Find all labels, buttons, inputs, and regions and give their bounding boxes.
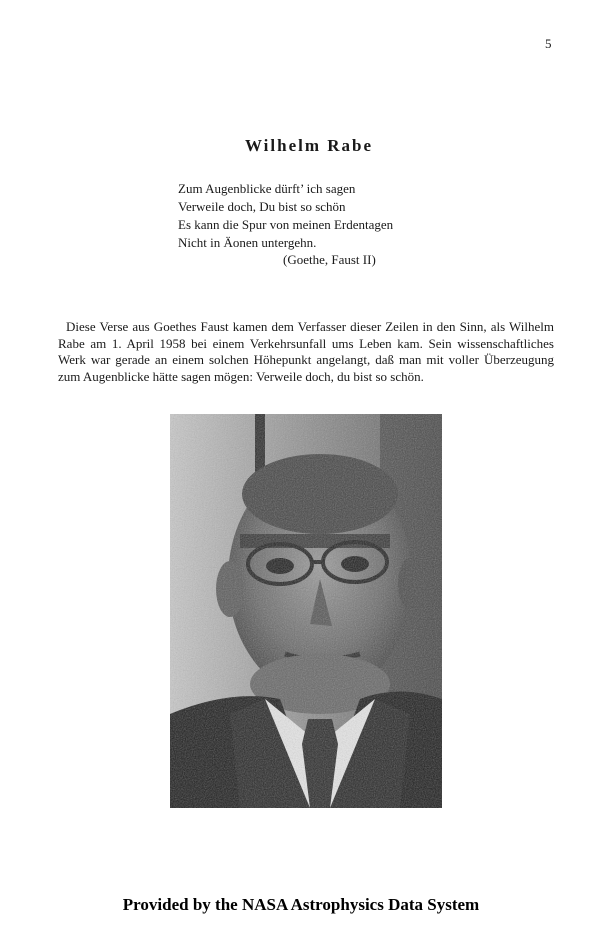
footer-provider-note: Provided by the NASA Astrophysics Data System (122, 895, 480, 914)
poem-line: Nicht in Äonen untergehn. (178, 235, 317, 250)
page-title: Wilhelm Rabe (244, 136, 374, 155)
poem-line: Zum Augenblicke dürft’ ich sagen (178, 181, 356, 196)
poem-quote (178, 180, 393, 252)
body-paragraph: Diese Verse aus Goethes Faust kamen dem Verfasser dieser Zeilen in den Sinn, als Wilhelm Rabe am 1. April 1958 bei einem Verkehrsunfall ums Leben kam. Sein wissenschaftliches Werk war gerade an einem solchen Höhepunkt angelangt, daß man mit voller Überzeugung zum Augenblicke hätte sagen mögen: Verweile doch, du bist so schön. (58, 319, 554, 384)
portrait-photo (170, 414, 442, 808)
page-number: 5 (545, 36, 552, 51)
poem-attribution: (Goethe, Faust II) (283, 252, 376, 267)
poem-line: Es kann die Spur von meinen Erdentagen (178, 217, 394, 232)
poem-line: Verweile doch, Du bist so schön (178, 199, 346, 214)
